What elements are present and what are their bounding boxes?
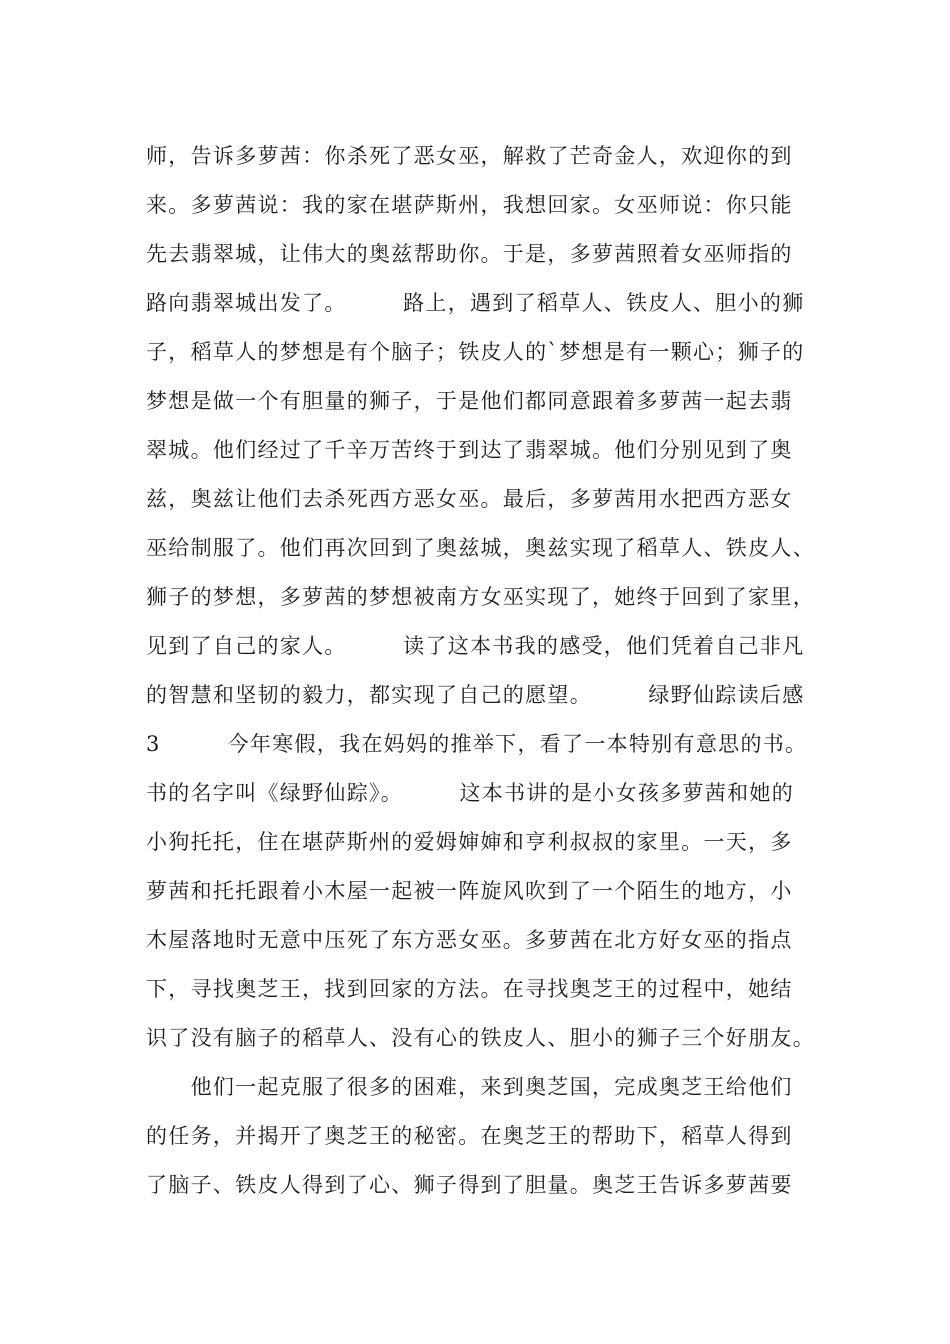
body-text xyxy=(146,132,826,1210)
text-line: 识了没有脑子的稻草人、没有心的铁皮人、胆小的狮子三个好朋友。 xyxy=(146,1026,815,1050)
text-line: 小狗托托，住在堪萨斯州的爱姆婶婶和亨利叔叔的家里。一天，多 xyxy=(146,830,793,854)
text-line: 3 今年寒假，我在妈妈的推举下，看了一本特别有意思的书。 xyxy=(146,732,808,756)
text-line: 巫给制服了。他们再次回到了奥兹城，奥兹实现了稻草人、铁皮人、 xyxy=(146,536,815,560)
text-line: 书的名字叫《绿野仙踪》。 这本书讲的是小女孩多萝茜和她的 xyxy=(146,781,794,805)
text-line: 的任务，并揭开了奥芝王的秘密。在奥芝王的帮助下，稻草人得到 xyxy=(146,1124,793,1148)
text-line: 他们一起克服了很多的困难，来到奥芝国，完成奥芝王给他们 xyxy=(146,1075,793,1099)
text-line: 下，寻找奥芝王，找到回家的方法。在寻找奥芝王的过程中，她结 xyxy=(146,977,793,1001)
text-line: 的智慧和坚韧的毅力，都实现了自己的愿望。 绿野仙踪读后感 xyxy=(146,683,805,707)
text-line: 见到了自己的家人。 读了这本书我的感受，他们凭着自己非凡 xyxy=(146,634,805,658)
text-line: 路向翡翠城出发了。 路上，遇到了稻草人、铁皮人、胆小的狮 xyxy=(146,291,805,315)
text-line: 来。多萝茜说：我的家在堪萨斯州，我想回家。女巫师说：你只能 xyxy=(146,193,793,217)
text-line: 翠城。他们经过了千辛万苦终于到达了翡翠城。他们分别见到了奥 xyxy=(146,438,793,462)
text-line: 萝茜和托托跟着小木屋一起被一阵旋风吹到了一个陌生的地方，小 xyxy=(146,879,793,903)
text-line: 师，告诉多萝茜：你杀死了恶女巫，解救了芒奇金人，欢迎你的到 xyxy=(146,144,793,168)
text-line: 狮子的梦想，多萝茜的梦想被南方女巫实现了，她终于回到了家里， xyxy=(146,585,815,609)
text-line: 梦想是做一个有胆量的狮子，于是他们都同意跟着多萝茜一起去翡 xyxy=(146,389,793,413)
text-line: 子，稻草人的梦想是有个脑子；铁皮人的`梦想是有一颗心；狮子的 xyxy=(146,340,805,364)
text-line: 了脑子、铁皮人得到了心、狮子得到了胆量。奥芝王告诉多萝茜要 xyxy=(146,1173,793,1197)
text-line: 先去翡翠城，让伟大的奥兹帮助你。于是，多萝茜照着女巫师指的 xyxy=(146,242,793,266)
text-line: 木屋落地时无意中压死了东方恶女巫。多萝茜在北方好女巫的指点 xyxy=(146,928,793,952)
text-line: 兹，奥兹让他们去杀死西方恶女巫。最后，多萝茜用水把西方恶女 xyxy=(146,487,793,511)
